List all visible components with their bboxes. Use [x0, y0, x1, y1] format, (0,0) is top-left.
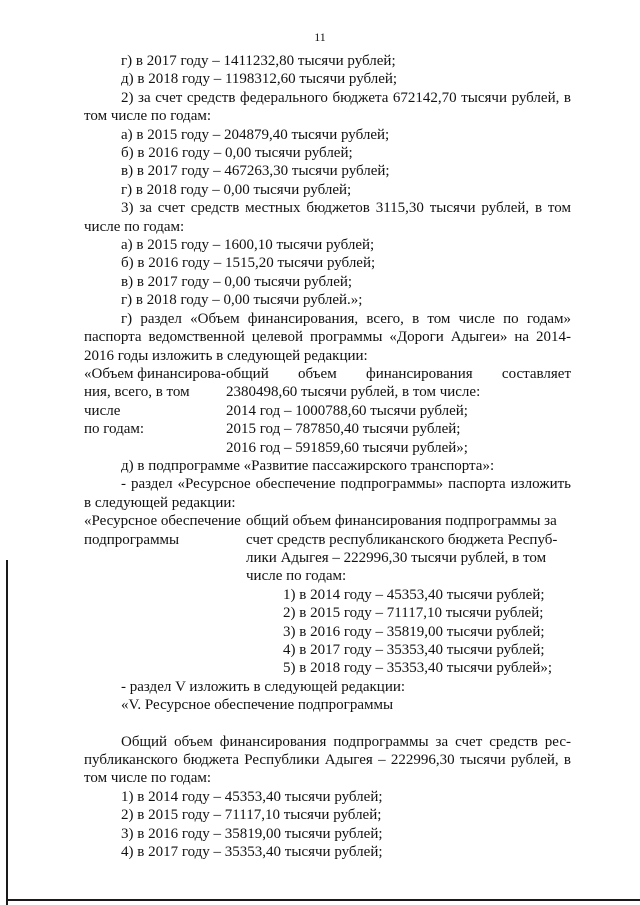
- text-line: г) в 2018 году – 0,00 тысячи рублей;: [121, 181, 352, 198]
- text-line: том числе по годам:: [84, 108, 212, 125]
- table-value-line: 2) в 2015 году – 71117,10 тысячи рублей;: [283, 605, 544, 622]
- scan-border-left: [6, 560, 8, 905]
- page-number: 11: [314, 30, 326, 44]
- table-value-line: общий объем финансирования подпрограммы за: [246, 513, 557, 530]
- text-line: том числе по годам:: [84, 770, 212, 787]
- text-line: 1) в 2014 году – 45353,40 тысячи рублей;: [121, 788, 383, 805]
- table-label-column: [84, 512, 246, 678]
- text-line: г) раздел «Объем финансирования, всего, в том числе по годам»: [121, 310, 571, 327]
- table-value-line: 2014 год – 1000788,60 тысячи рублей;: [226, 402, 468, 419]
- text-line: д) в подпрограмме «Развитие пассажирского транспорта»:: [121, 457, 495, 474]
- blank-line: [84, 715, 571, 733]
- text-line: Общий объем финансирования подпрограммы за счет средств рес-: [121, 733, 571, 750]
- text-line: 2) в 2015 году – 71117,10 тысячи рублей;: [121, 807, 382, 824]
- text-line: 4) в 2017 году – 35353,40 тысячи рублей;: [121, 844, 383, 861]
- table-label-line: «Ресурсное обеспечение: [84, 513, 241, 530]
- text-line: - раздел V изложить в следующей редакции:: [121, 678, 406, 695]
- text-line: - раздел «Ресурсное обеспечение подпрограммы» паспорта изложить: [121, 476, 571, 493]
- table-value-line: общий объем финансирования составляет: [226, 365, 571, 382]
- table-value-line: лики Адыгея – 222996,30 тысячи рублей, в том: [246, 549, 547, 566]
- text-line: б) в 2016 году – 1515,20 тысячи рублей;: [121, 255, 376, 272]
- text-line: в) в 2017 году – 0,00 тысячи рублей;: [121, 273, 353, 290]
- text-line: 3) за счет средств местных бюджетов 3115,30 тысячи рублей, в том: [121, 200, 571, 217]
- table-label-line: «Объем финансирова-: [84, 365, 226, 382]
- text-line: г) в 2017 году – 1411232,80 тысячи рублей;: [121, 53, 396, 69]
- text-line: 2016 годы изложить в следующей редакции:: [84, 347, 368, 364]
- text-line: паспорта ведомственной целевой программы «Дороги Адыгеи» на 2014-: [84, 329, 571, 346]
- section-heading: «V. Ресурсное обеспечение подпрограммы: [121, 697, 394, 714]
- table-value-line: 1) в 2014 году – 45353,40 тысячи рублей;: [283, 586, 545, 603]
- text-line: д) в 2018 году – 1198312,60 тысячи рублей;: [121, 71, 398, 88]
- text-line: а) в 2015 году – 1600,10 тысячи рублей;: [121, 237, 375, 254]
- financing-table: [84, 365, 571, 457]
- text-line: в) в 2017 году – 467263,30 тысячи рублей;: [121, 163, 390, 180]
- table-value-line: 4) в 2017 году – 35353,40 тысячи рублей;: [283, 642, 545, 658]
- text-line: 3) в 2016 году – 35819,00 тысячи рублей;: [121, 825, 383, 842]
- text-line: в следующей редакции:: [84, 494, 236, 511]
- document-body: [84, 52, 571, 861]
- table-value-line: 2016 год – 591859,60 тысячи рублей»;: [226, 439, 468, 456]
- text-line: 2) за счет средств федерального бюджета 672142,70 тысячи рублей, в: [121, 89, 571, 106]
- table-value-line: числе по годам:: [246, 568, 347, 585]
- table-label-line: подпрограммы: [84, 531, 180, 548]
- table-value-line: счет средств республиканского бюджета Респуб-: [246, 531, 558, 548]
- text-line: числе по годам:: [84, 218, 185, 235]
- table-label-line: ния, всего, в том числе: [84, 384, 190, 419]
- table-value-line: 2015 год – 787850,40 тысячи рублей;: [226, 421, 461, 438]
- table-value-line: 5) в 2018 году – 35353,40 тысячи рублей»;: [283, 660, 553, 677]
- table-label-column: [84, 365, 226, 457]
- table-value-line: 2380498,60 тысячи рублей, в том числе:: [226, 384, 481, 401]
- table-value-column: [246, 512, 571, 678]
- text-line: публиканского бюджета Республики Адыгея – 222996,30 тысячи рублей, в: [84, 752, 571, 769]
- table-value-line: 3) в 2016 году – 35819,00 тысячи рублей;: [283, 623, 545, 640]
- resource-table: [84, 512, 571, 678]
- table-label-line: по годам:: [84, 421, 145, 438]
- table-value-column: [226, 365, 571, 457]
- text-line: г) в 2018 году – 0,00 тысячи рублей.»;: [121, 292, 363, 309]
- text-line: б) в 2016 году – 0,00 тысячи рублей;: [121, 145, 353, 162]
- text-line: а) в 2015 году – 204879,40 тысячи рублей;: [121, 126, 390, 143]
- scan-border-bottom: [6, 899, 640, 901]
